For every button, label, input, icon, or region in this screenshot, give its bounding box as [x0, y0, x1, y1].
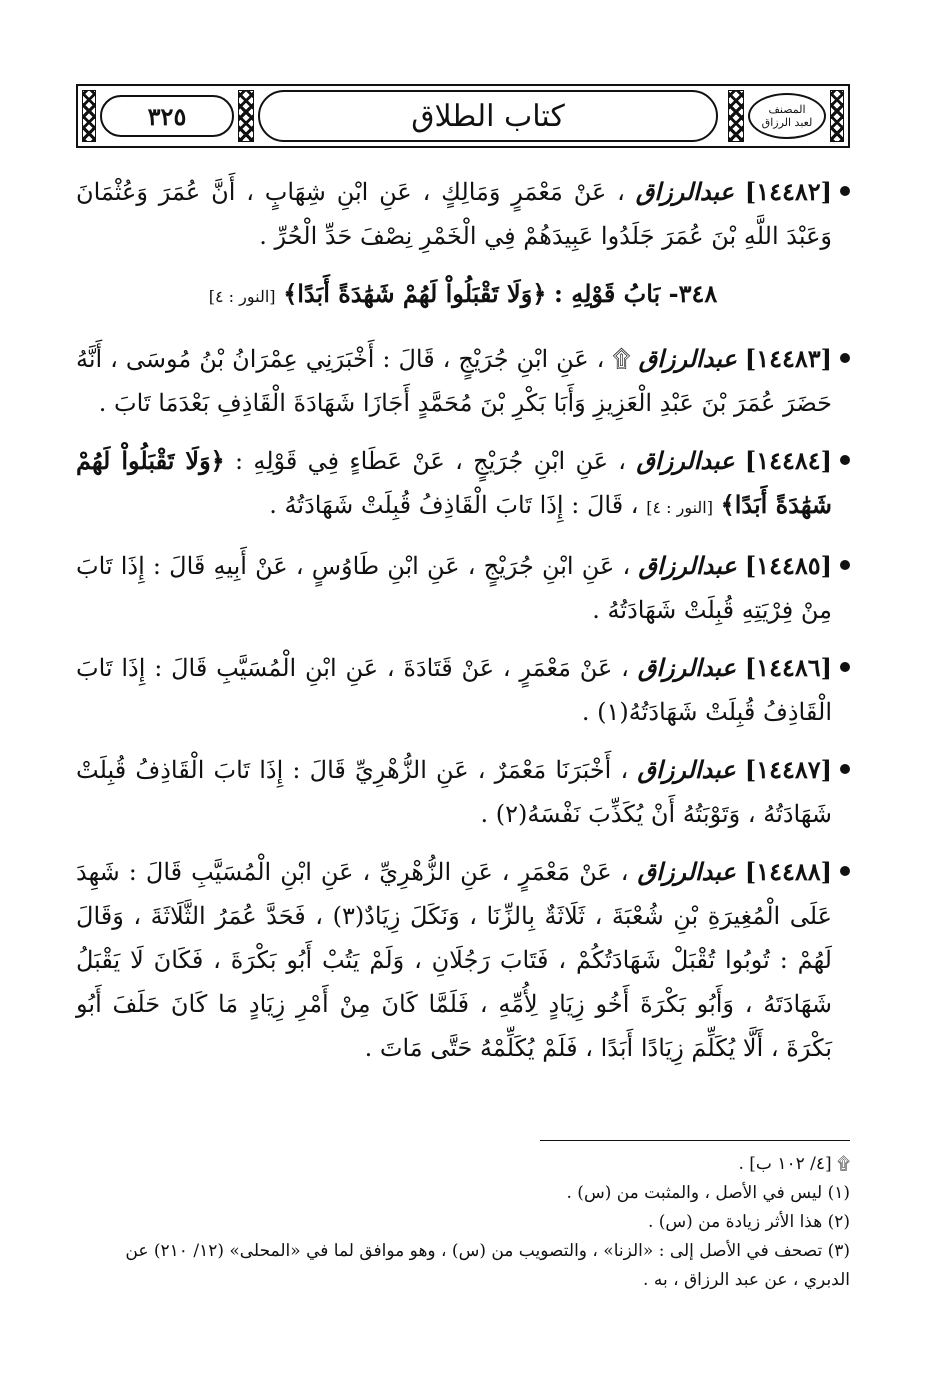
book-title — [258, 90, 718, 142]
logo-line-2: لعبد الرزاق — [761, 116, 813, 129]
chapter-heading — [76, 272, 850, 319]
bullet-icon — [840, 353, 850, 363]
footnote-separator — [540, 1140, 850, 1141]
hadith-entry-3 — [76, 439, 850, 530]
hadith-text: ، عَنْ مَعْمَرٍ ، عَنْ قَتَادَةَ ، عَنِ ابْنِ الْمُسَيَّبِ قَالَ : إِذَا تَابَ الْقَاذِفُ قُبِلَتْ شَهَادَتُهُ(١) . — [76, 654, 832, 726]
chapter-quran-ref: [النور : ٤] — [208, 287, 276, 306]
bullet-icon — [840, 866, 850, 876]
footnote-folio: ۩ [٤/ ١٠٢ ب] . — [738, 1154, 850, 1174]
hadith-entry-5 — [76, 646, 850, 734]
bullet-icon — [840, 764, 850, 774]
narrator-name: عبدالرزاق — [637, 857, 736, 886]
bullet-icon — [840, 186, 850, 196]
hadith-number: [١٤٤٨٨] — [744, 857, 832, 886]
header-ornament-left-inner — [238, 90, 254, 142]
narrator-name: عبدالرزاق — [635, 177, 734, 206]
footnote-1: (١) ليس في الأصل ، والمثبت من (س) . — [566, 1183, 850, 1203]
footnotes — [76, 1150, 850, 1295]
hadith-entry-2 — [76, 337, 850, 425]
hadith-entry-1 — [76, 170, 850, 258]
header-ornament-left-outer — [82, 90, 96, 142]
narrator-name: عبدالرزاق — [638, 551, 737, 580]
hadith-number: [١٤٤٨٧] — [744, 755, 832, 784]
page-header — [76, 84, 850, 148]
logo-line-1: المصنف — [768, 103, 806, 116]
footnote-2: (٢) هذا الأثر زيادة من (س) . — [647, 1212, 850, 1232]
footnote-3: (٣) تصحف في الأصل إلى : «الزنا» ، والتصويب من (س) ، وهو موافق لما في «المحلى» (١٢/ ٢١٠) عن الدبري ، عن عبد الرزاق ، به . — [125, 1241, 850, 1290]
narrator-name: عبدالرزاق — [638, 344, 737, 373]
hadith-text: ، عَنِ ابْنِ جُرَيْجٍ ، قَالَ : أَخْبَرَنِي عِمْرَانُ بْنُ مُوسَى ، أَنَّهُ حَضَرَ عُمَرَ بْنَ عَبْدِ الْعَزِيزِ وَأَبَا بَكْرِ بْنَ مُحَمَّدٍ أَجَازَا شَهَادَةَ الْقَاذِفِ بَعْدَمَا تَابَ . — [76, 345, 832, 417]
hadith-entry-6 — [76, 748, 850, 836]
narrator-name: عبدالرزاق — [636, 446, 735, 475]
hadith-number: [١٤٤٨٣] — [744, 344, 833, 373]
chapter-title: ٣٤٨- بَابُ قَوْلِهِ : — [554, 279, 718, 308]
bullet-icon — [840, 662, 850, 672]
hadith-number: [١٤٤٨٦] — [744, 653, 832, 682]
main-text — [76, 170, 850, 1084]
quran-ref: [النور : ٤] — [646, 498, 713, 517]
page-number-text: ٣٢٥ — [147, 101, 187, 131]
hadith-text: ، عَنْ مَعْمَرٍ ، عَنِ الزُّهْرِيِّ ، عَنِ ابْنِ الْمُسَيَّبِ قَالَ : شَهِدَ عَلَى الْمُغِيرَةِ بْنِ شُعْبَةَ ، ثَلَاثَةٌ بِالزِّنَا ، وَنَكَلَ زِيَادٌ(٣) ، فَحَدَّ عُمَرُ الثَّلَاثَةَ ، وَقَالَ لَهُمْ : تُوبُوا تُقْبَلْ شَهَادَتُكُمْ ، فَتَابَ رَجُلَانِ ، وَلَمْ يَتُبْ أَبُو بَكْرَةَ ، فَكَانَ لَا يَقْبَلُ شَهَادَتَهُ ، وَأَبُو بَكْرَةَ أَخُو زِيَادٍ لِأُمِّهِ ، فَلَمَّا كَانَ مِنْ أَمْرِ زِيَادٍ مَا كَانَ حَلَفَ أَبُو بَكْرَةَ ، أَلَّا يُكَلِّمَ زِيَادًا أَبَدًا ، فَلَمْ يُكَلِّمْهُ حَتَّى مَاتَ . — [76, 858, 833, 1062]
hadith-text: ، أَخْبَرَنَا مَعْمَرٌ ، عَنِ الزُّهْرِيِّ قَالَ : إِذَا تَابَ الْقَاذِفُ قُبِلَتْ شَهَادَتُهُ ، وَتَوْبَتُهُ أَنْ يُكَذِّبَ نَفْسَهُ(٢) . — [76, 756, 832, 828]
quran-quote: ﴿وَلَا تَقْبَلُواْ لَهُمْ شَهَٰدَةً أَبَدًا﴾ — [76, 446, 832, 519]
bullet-icon — [840, 455, 850, 465]
header-ornament-right-inner — [728, 90, 744, 142]
hadith-number: [١٤٤٨٥] — [744, 551, 832, 580]
folio-mark-icon: ۩ — [612, 345, 631, 373]
bullet-icon — [840, 560, 850, 570]
hadith-number: [١٤٤٨٢] — [744, 177, 832, 206]
book-title-text: كتاب الطلاق — [411, 98, 565, 134]
header-ornament-right-outer — [830, 90, 844, 142]
hadith-entry-7 — [76, 850, 850, 1070]
narrator-name: عبدالرزاق — [637, 755, 736, 784]
hadith-text-tail: ، قَالَ : إِذَا تَابَ الْقَاذِفُ قُبِلَتْ شَهَادَتُهُ . — [269, 491, 639, 519]
publisher-logo — [748, 93, 826, 139]
hadith-text: ، عَنْ مَعْمَرٍ وَمَالِكٍ ، عَنِ ابْنِ شِهَابٍ ، أَنَّ عُمَرَ وَعُثْمَانَ وَعَبْدَ اللَّهِ بْنَ عُمَرَ جَلَدُوا عَبِيدَهُمْ فِي الْخَمْرِ نِصْفَ حَدِّ الْحُرِّ . — [76, 178, 832, 250]
hadith-text: ، عَنِ ابْنِ جُرَيْجٍ ، عَنْ عَطَاءٍ فِي قَوْلِهِ : — [235, 447, 627, 475]
hadith-number: [١٤٤٨٤] — [744, 446, 833, 475]
hadith-entry-4 — [76, 544, 850, 632]
hadith-text: ، عَنِ ابْنِ جُرَيْجٍ ، عَنِ ابْنِ طَاوُسٍ ، عَنْ أَبِيهِ قَالَ : إِذَا تَابَ مِنْ فِرْيَتِهِ قُبِلَتْ شَهَادَتُهُ . — [76, 552, 832, 624]
chapter-quran-quote: ﴿وَلَا تَقْبَلُواْ لَهُمْ شَهَٰدَةً أَبَدًا﴾ — [283, 279, 547, 308]
narrator-name: عبدالرزاق — [637, 653, 736, 682]
page-number — [100, 95, 234, 137]
